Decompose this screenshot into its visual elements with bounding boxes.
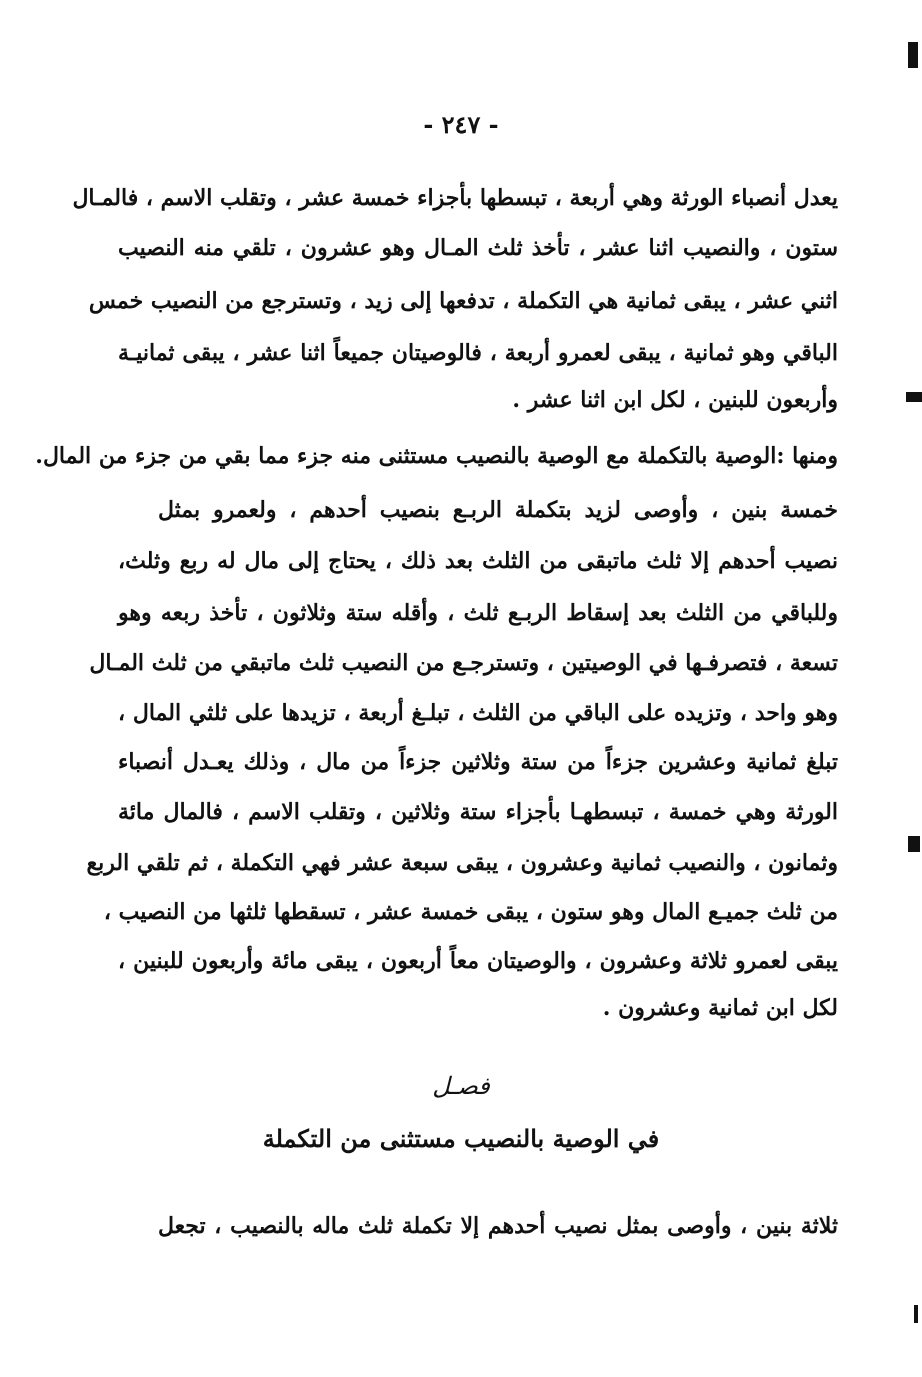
scan-mark xyxy=(906,392,922,402)
text-line: نصيب أحدهم إلا ثلث ماتبقى من الثلث بعد ذلك ، يحتاج إلى مال له ربع وثلث، xyxy=(118,548,838,574)
text-line: الباقي وهو ثمانية ، يبقى لعمرو أربعة ، فالوصيتان جميعاً اثنا عشر ، يبقى ثمانيـة xyxy=(118,340,838,366)
text-line: يعدل أنصباء الورثة وهي أربعة ، تبسطها بأجزاء خمسة عشر ، وتقلب الاسم ، فالمـال xyxy=(72,185,838,211)
scan-mark xyxy=(908,836,920,852)
text-line: ستون ، والنصيب اثنا عشر ، تأخذ ثلث المـال وهو عشرون ، تلقي منه النصيب xyxy=(118,235,838,261)
text-line: من ثلث جميـع المال وهو ستون ، يبقى خمسة عشر ، تسقطها ثلثها من النصيب ، xyxy=(103,899,838,925)
section-heading: في الوصية بالنصيب مستثنى من التكملة xyxy=(262,1124,660,1153)
page-number: - ٢٤٧ - xyxy=(423,110,499,139)
text-line: وثمانون ، والنصيب ثمانية وعشرون ، يبقى سبعة عشر فهي التكملة ، ثم تلقي الربع xyxy=(86,850,838,876)
text-line: ثلاثة بنين ، وأوصى بمثل نصيب أحدهم إلا تكملة ثلث ماله بالنصيب ، تجعل xyxy=(158,1213,838,1239)
text-line: ومنها :الوصية بالتكملة مع الوصية بالنصيب مستثنى منه جزء مما بقي من جزء من المال. xyxy=(35,443,838,469)
text-line: تبلغ ثمانية وعشرين جزءاً من ستة وثلاثين جزءاً من مال ، وذلك يعـدل أنصباء xyxy=(118,749,838,775)
text-line: وهو واحد ، وتزيده على الباقي من الثلث ، تبلـغ أربعة ، تزيدها على ثلثي المال ، xyxy=(118,700,838,726)
section-label: فصـل xyxy=(432,1072,490,1100)
text-line: تسعة ، فتصرفـها في الوصيتين ، وتسترجـع من النصيب ثلث ماتبقي من ثلث المـال xyxy=(89,650,838,676)
text-line: يبقى لعمرو ثلاثة وعشرون ، والوصيتان معاً أربعون ، يبقى مائة وأربعون للبنين ، xyxy=(118,948,838,974)
scan-mark xyxy=(914,1305,918,1323)
text-line: الورثة وهي خمسة ، تبسطهـا بأجزاء ستة وثلاثين ، وتقلب الاسم ، فالمال مائة xyxy=(118,799,838,825)
text-line: اثني عشر ، يبقى ثمانية هي التكملة ، تدفعها إلى زيد ، وتسترجع من النصيب خمس xyxy=(88,288,838,314)
text-line: خمسة بنين ، وأوصى لزيد بتكملة الربـع بنصيب أحدهم ، ولعمرو بمثل xyxy=(158,497,838,523)
text-line: وللباقي من الثلث بعد إسقاط الربـع ثلث ، وأقله ستة وثلاثون ، تأخذ ربعه وهو xyxy=(118,600,838,626)
scan-mark xyxy=(908,42,918,68)
text-line: وأربعون للبنين ، لكل ابن اثنا عشر . xyxy=(512,387,838,413)
text-line: لكل ابن ثمانية وعشرون . xyxy=(602,995,838,1021)
